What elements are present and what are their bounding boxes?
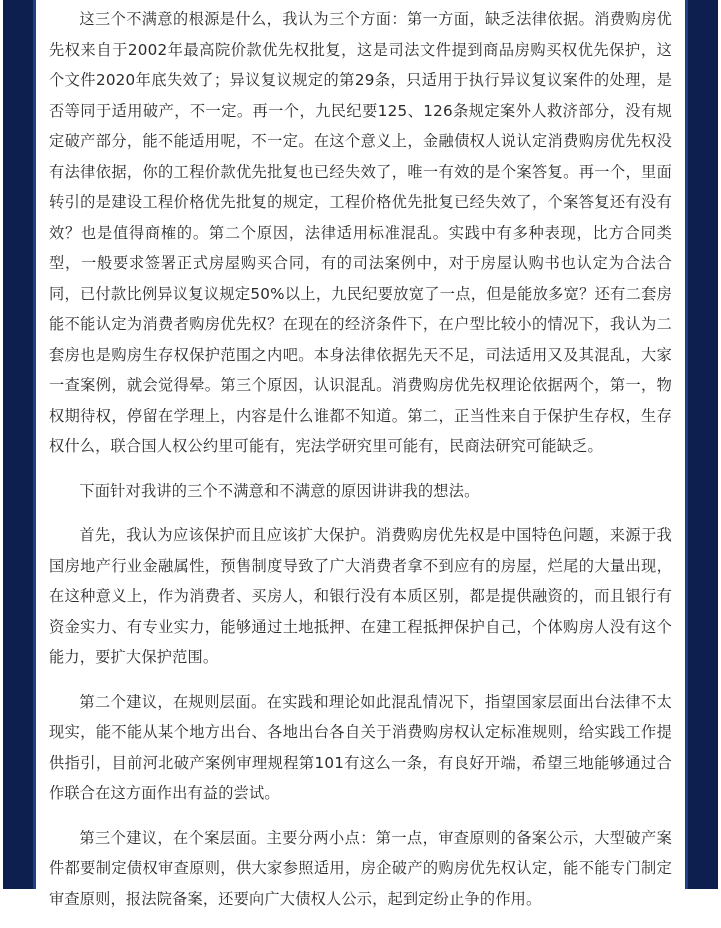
- paragraph-suggestion-three: 第三个建议，在个案层面。主要分两小点：第一点，审查原则的备案公示，大型破产案件都要制定债权审查原则，供大家参照适用，房企破产的购房优先权认定，能不能专门制定审查原则，报法院备案，还要向广大债权人公示，起到定纷止争的作用。: [49, 828, 672, 908]
- paragraph-suggestion-one: 首先，我认为应该保护而且应该扩大保护。消费购房优先权是中国特色问题，来源于我国房地产行业金融属性，预售制度导致了广大消费者拿不到应有的房屋，烂尾的大量出现，在这种意义上，作为消费者、买房人，和银行没有本质区别，都是提供融资的，而且银行有资金实力、有专业实力，能够通过土地抵押、在建工程抵押保护自己，个体购房人没有这个能力，要扩大保护范围。: [49, 526, 672, 666]
- paragraph-root-causes: 这三个不满意的根源是什么，我认为三个方面：第一方面，缺乏法律依据。消费购房优先权来自于2002年最高院价款优先权批复，这是司法文件提到商品房购买权优先保护，这个文件2020年底失效了；异议复议规定的第29条，只适用于执行异议复议案件的处理，是否等同于适用破产，不一定。再一个，九民纪要125、126条规定案外人救济部分，没有规定破产部分，能不能适用呢，不一定。在这个意义上，金融债权人说认定消费购房优先权没有法律依据，你的工程价款优先批复也已经失效了，唯一有效的是个案答复。再一个，里面转引的是建设工程价格优先批复的规定，工程价格优先批复已经失效了，个案答复还有没有效？也是值得商榷的。第二个原因，法律适用标准混乱。实践中有多种表现，比方合同类型，一般要求签署正式房屋购买合同，有的司法案例中，对于房屋认购书也认定为合法合同，已付款比例异议复议规定50%以上，九民纪要放宽了一点，但是能放多宽？还有二套房能不能认定为消费者购房优先权？在现在的经济条件下，在户型比较小的情况下，我认为二套房也是购房生存权保护范围之内吧。本身法律依据先天不足，司法适用又及其混乱，大家一查案例，就会觉得晕。第三个原因，认识混乱。消费购房优先权理论依据两个，第一，物权期待权，停留在学理上，内容是什么谁都不知道。第二，正当性来自于保护生存权，生存权什么，联合国人权公约里可能有，宪法学研究里可能有，民商法研究可能缺乏。: [49, 10, 672, 455]
- paragraph-transition: 下面针对我讲的三个不满意和不满意的原因讲讲我的想法。: [79, 481, 480, 500]
- article-body: [49, 4, 672, 928]
- paragraph-suggestion-two: 第二个建议，在规则层面。在实践和理论如此混乱情况下，指望国家层面出台法律不太现实，能不能从某个地方出台、各地出台各自关于消费购房权认定标准规则，给实践工作提供指引，目前河北破产案例审理规程第101有这么一条，有良好开端，希望三地能够通过合作联合在这方面作出有益的尝试。: [49, 692, 672, 802]
- right-border-decoration: [685, 0, 688, 889]
- left-border-decoration: [33, 0, 36, 889]
